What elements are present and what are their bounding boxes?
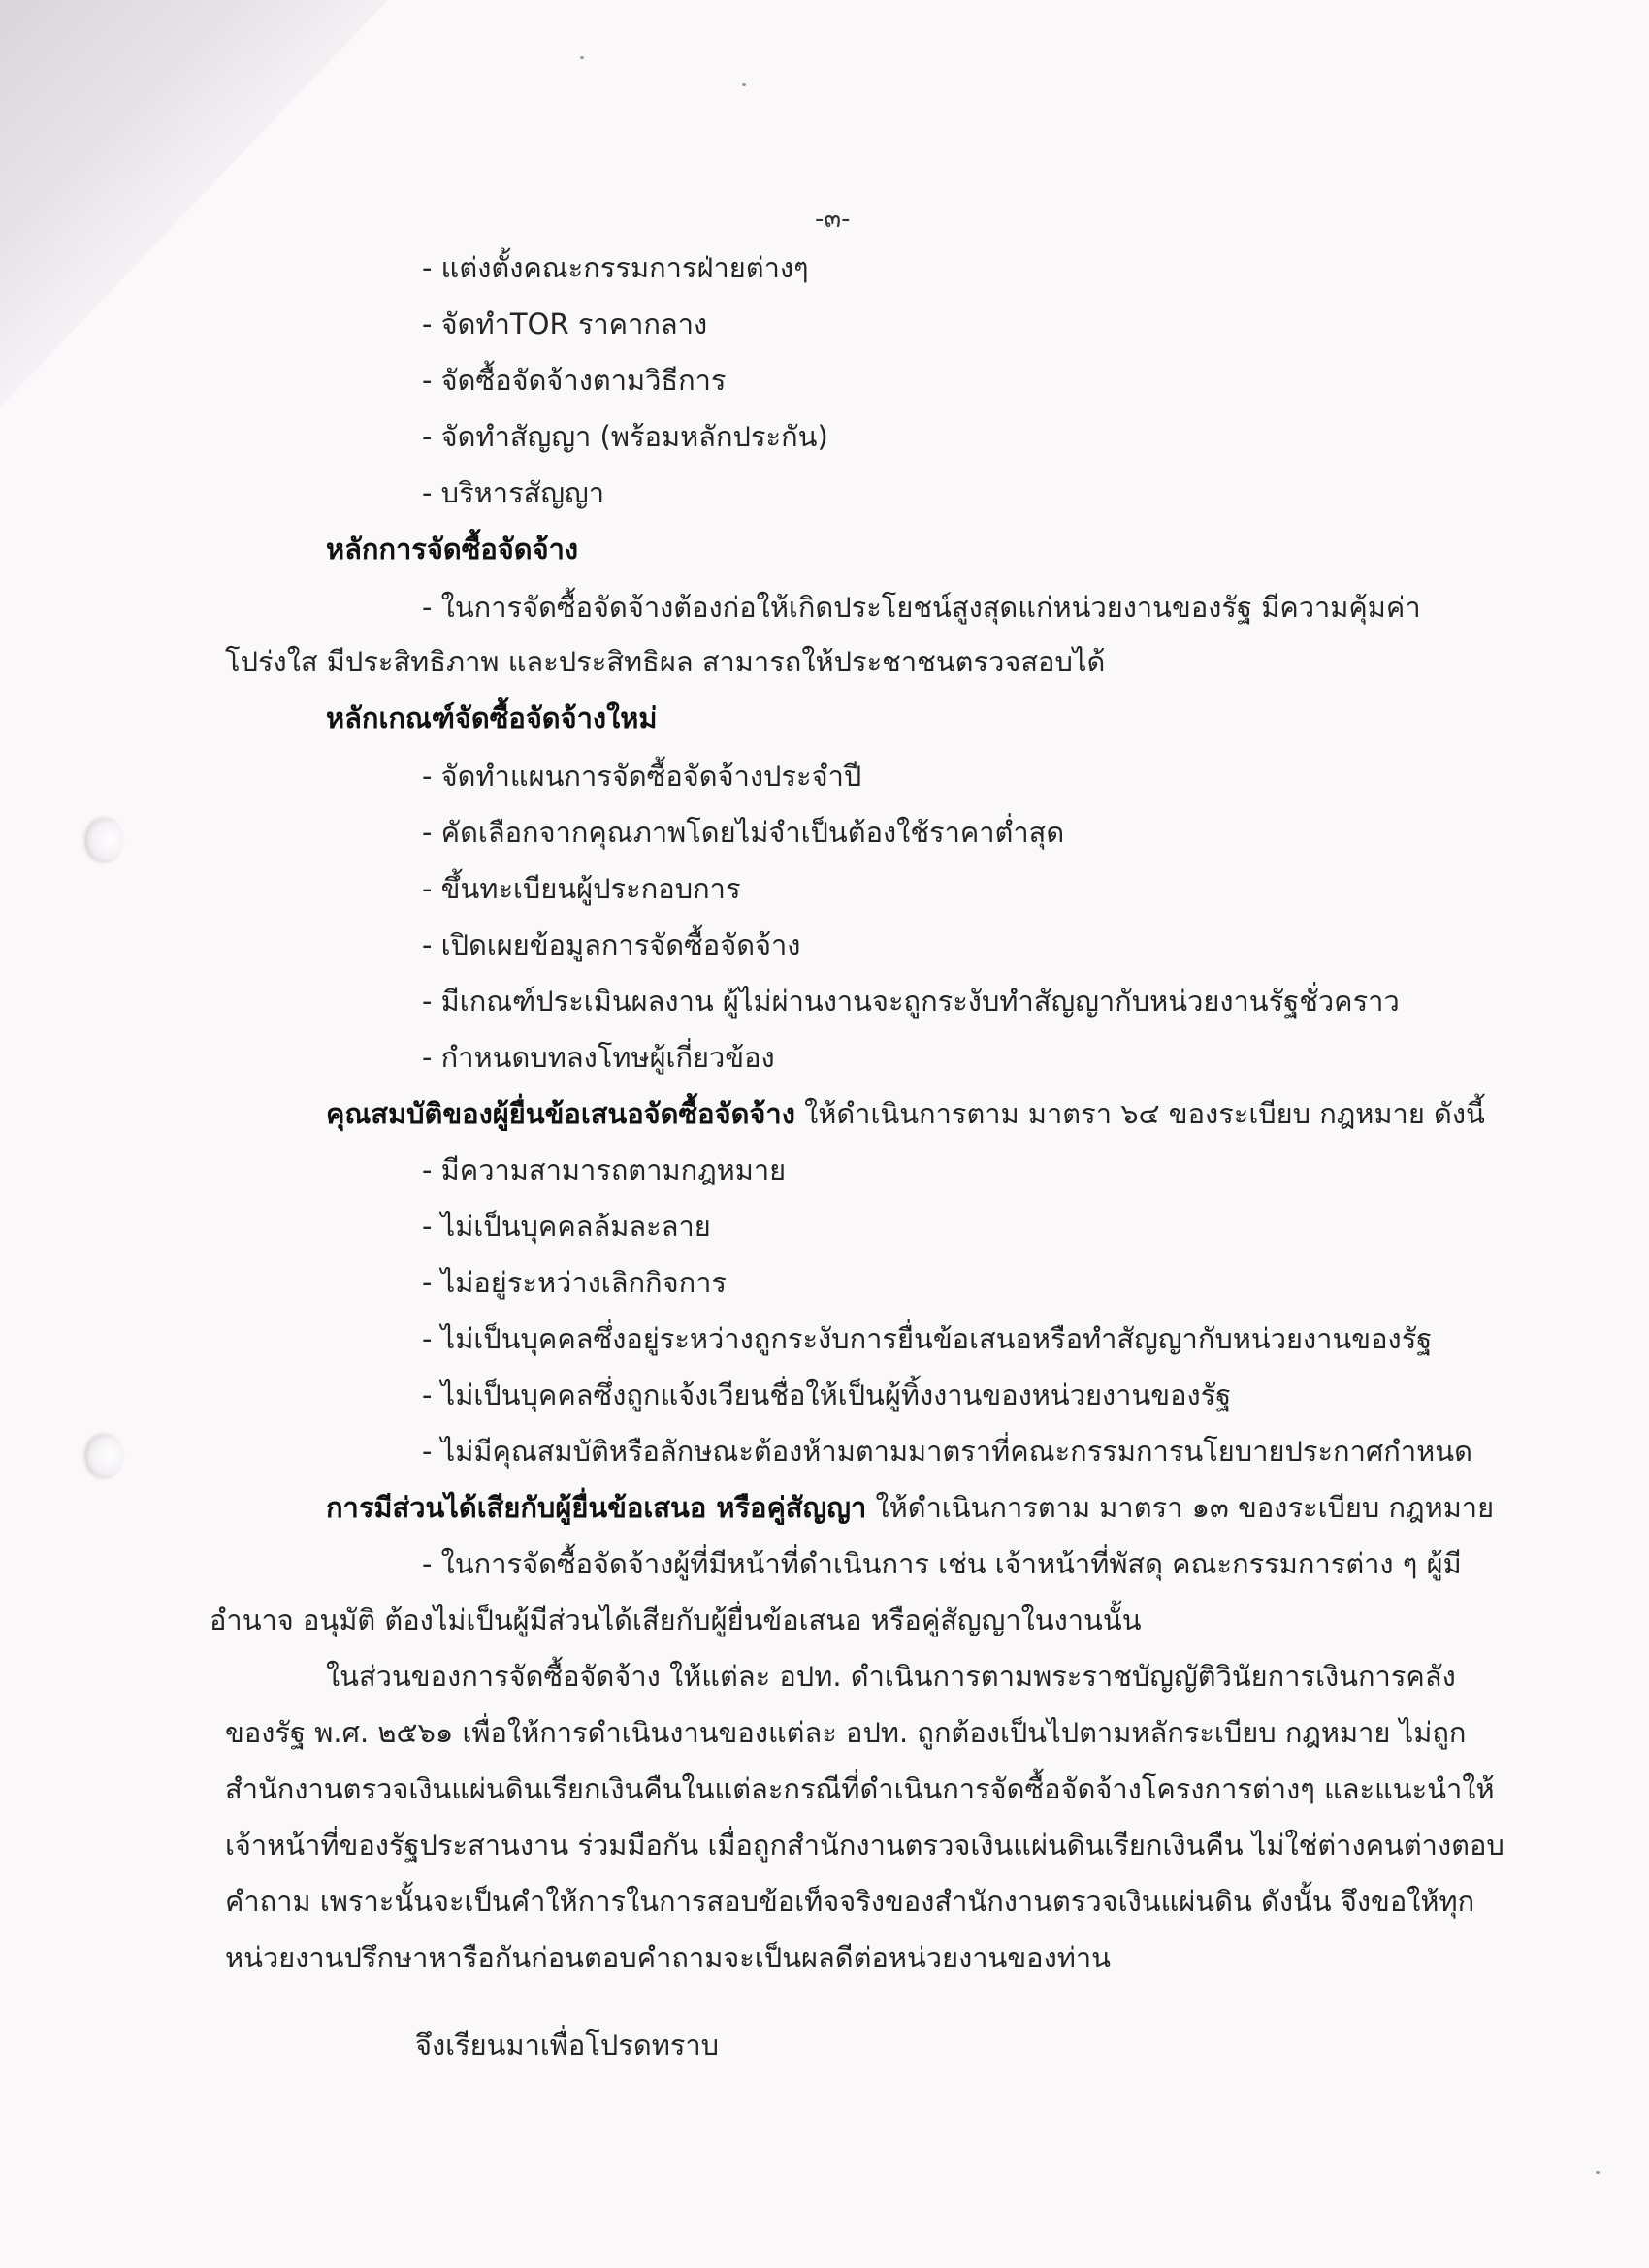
qualification-item: - ไม่มีคุณสมบัติหรือลักษณะต้องห้ามตามมาตราที่คณะกรรมการนโยบายประกาศกำหนด xyxy=(422,1435,1472,1468)
step-item: - จัดทำสัญญา (พร้อมหลักประกัน) xyxy=(422,420,828,453)
scan-speck xyxy=(742,83,746,86)
scan-speck xyxy=(580,56,584,59)
closing-paragraph-line: หน่วยงานปรึกษาหารือกันก่อนตอบคำถามจะเป็นผลดีต่อหน่วยงานของท่าน xyxy=(225,1941,1111,1974)
qualification-item: - ไม่อยู่ระหว่างเลิกกิจการ xyxy=(422,1266,728,1299)
criteria-item: - คัดเลือกจากคุณภาพโดยไม่จำเป็นต้องใช้ราคาต่ำสุด xyxy=(422,816,1065,849)
conflict-heading-tail: ให้ดำเนินการตาม มาตรา ๑๓ ของระเบียบ กฎหมาย xyxy=(866,1491,1495,1524)
step-item: - บริหารสัญญา xyxy=(422,476,605,509)
conflict-line: อำนาจ อนุมัติ ต้องไม่เป็นผู้มีส่วนได้เสียกับผู้ยื่นข้อเสนอ หรือคู่สัญญาในงานนั้น xyxy=(210,1604,1142,1636)
conflict-line: - ในการจัดซื้อจัดจ้างผู้ที่มีหน้าที่ดำเนินการ เช่น เจ้าหน้าที่พัสดุ คณะกรรมการต่าง ๆ ผู้มี xyxy=(422,1547,1462,1580)
step-item: - จัดทำTOR ราคากลาง xyxy=(422,308,708,340)
criteria-item: - มีเกณฑ์ประเมินผลงาน ผู้ไม่ผ่านงานจะถูกระงับทำสัญญากับหน่วยงานรัฐชั่วคราว xyxy=(422,985,1400,1018)
criteria-item: - ขึ้นทะเบียนผู้ประกอบการ xyxy=(422,872,741,905)
closing-paragraph-line: สำนักงานตรวจเงินแผ่นดินเรียกเงินคืนในแต่ละกรณีที่ดำเนินการจัดซื้อจัดจ้างโครงการต่างๆ และแนะนำให้ xyxy=(225,1772,1495,1805)
principles-heading: หลักการจัดซื้อจัดจ้าง xyxy=(326,533,579,566)
criteria-item: - จัดทำแผนการจัดซื้อจัดจ้างประจำปี xyxy=(422,760,862,793)
qualifications-heading: คุณสมบัติของผู้ยื่นข้อเสนอจัดซื้อจัดจ้าง xyxy=(326,1097,795,1130)
conflict-heading: การมีส่วนได้เสียกับผู้ยื่นข้อเสนอ หรือคู่สัญญา xyxy=(326,1491,867,1524)
scan-corner-shadow xyxy=(0,0,388,407)
scan-speck xyxy=(1596,2171,1600,2174)
punch-hole-bottom xyxy=(87,1434,124,1478)
criteria-item: - เปิดเผยข้อมูลการจัดซื้อจัดจ้าง xyxy=(422,928,801,961)
closing-paragraph-line: คำถาม เพราะนั้นจะเป็นคำให้การในการสอบข้อเท็จจริงของสำนักงานตรวจเงินแผ่นดิน ดังนั้น จึงขอให้ทุก xyxy=(225,1885,1475,1918)
qualifications-heading-tail: ให้ดำเนินการตาม มาตรา ๖๔ ของระเบียบ กฎหมาย ดังนี้ xyxy=(794,1097,1485,1130)
new-criteria-heading: หลักเกณฑ์จัดซื้อจัดจ้างใหม่ xyxy=(326,701,658,734)
step-item: - จัดซื้อจัดจ้างตามวิธีการ xyxy=(422,364,727,397)
qualifications-heading-line xyxy=(326,1094,1485,1133)
sign-off: จึงเรียนมาเพื่อโปรดทราบ xyxy=(415,2028,720,2061)
closing-paragraph-line: เจ้าหน้าที่ของรัฐประสานงาน ร่วมมือกัน เมื่อถูกสำนักงานตรวจเงินแผ่นดินเรียกเงินคืน ไม่ใช่ต่างคนต่างตอบ xyxy=(225,1829,1504,1862)
qualification-item: - ไม่เป็นบุคคลล้มละลาย xyxy=(422,1210,711,1243)
closing-paragraph-line: ในส่วนของการจัดซื้อจัดจ้าง ให้แต่ละ อปท. ดำเนินการตามพระราชบัญญัติวินัยการเงินการคลัง xyxy=(326,1660,1456,1693)
qualification-item: - มีความสามารถตามกฎหมาย xyxy=(422,1153,787,1186)
principles-line: โปร่งใส มีประสิทธิภาพ และประสิทธิผล สามารถให้ประชาชนตรวจสอบได้ xyxy=(225,645,1106,678)
criteria-item: - กำหนดบทลงโทษผู้เกี่ยวข้อง xyxy=(422,1041,775,1074)
step-item: - แต่งตั้งคณะกรรมการฝ่ายต่างๆ xyxy=(422,251,809,284)
page-number: -๓- xyxy=(815,205,851,234)
conflict-heading-line xyxy=(326,1488,1494,1527)
punch-hole-top xyxy=(87,818,124,862)
qualification-item: - ไม่เป็นบุคคลซึ่งอยู่ระหว่างถูกระงับการยื่นข้อเสนอหรือทำสัญญากับหน่วยงานของรัฐ xyxy=(422,1322,1433,1355)
qualification-item: - ไม่เป็นบุคคลซึ่งถูกแจ้งเวียนชื่อให้เป็นผู้ทิ้งงานของหน่วยงานของรัฐ xyxy=(422,1378,1232,1411)
closing-paragraph-line: ของรัฐ พ.ศ. ๒๕๖๑ เพื่อให้การดำเนินงานของแต่ละ อปท. ถูกต้องเป็นไปตามหลักระเบียบ กฎหมาย ไม่ถูก xyxy=(225,1716,1467,1749)
principles-line: - ในการจัดซื้อจัดจ้างต้องก่อให้เกิดประโยชน์สูงสุดแก่หน่วยงานของรัฐ มีความคุ้มค่า xyxy=(422,591,1421,624)
